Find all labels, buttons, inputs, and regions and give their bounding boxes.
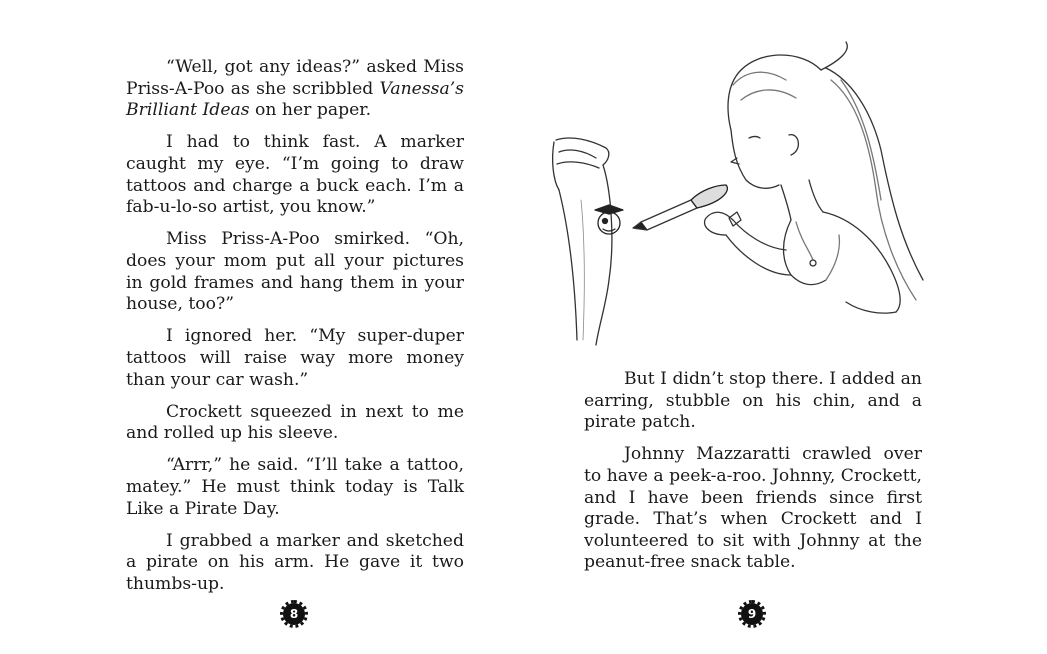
page-number: 8 [283, 603, 305, 625]
right-page-text [584, 369, 922, 585]
left-page-text [126, 57, 464, 606]
paragraph: “Well, got any ideas?” asked Miss Priss-A-Poo as she scribbled Vanessa’s Brilliant Ideas on her paper. [126, 57, 464, 121]
paragraph: I ignored her. “My super-duper tattoos will raise way more money than your car wash.” [126, 326, 464, 390]
page-number: 9 [741, 603, 763, 625]
paragraph: Crockett squeezed in next to me and rolled up his sleeve. [126, 401, 464, 444]
paragraph: I had to think fast. A marker caught my eye. “I’m going to draw tattoos and charge a buck each. I’m a fab-u-lo-so artist, you know.” [126, 132, 464, 218]
left-page [0, 0, 523, 654]
paragraph: But I didn’t stop there. I added an earring, stubble on his chin, and a pirate patch. [584, 369, 922, 433]
paragraph: “Arrr,” he said. “I’ll take a tattoo, matey.” He must think today is Talk Like a Pirate Day. [126, 455, 464, 519]
italic-title: Vanessa’s Brilliant Ideas [126, 78, 464, 121]
paragraph: Johnny Mazzaratti crawled over to have a peek-a-roo. Johnny, Crockett, and I have been friends since first grade. That’s when Crockett and I volunteered to sit with Johnny at the peanut-free snack table. [584, 444, 922, 573]
right-page [523, 0, 1047, 654]
paragraph: Miss Priss-A-Poo smirked. “Oh, does your mom put all your pictures in gold frames and hang them in your house, too?” [126, 229, 464, 315]
paragraph: I grabbed a marker and sketched a pirate on his arm. He gave it two thumbs-up. [126, 530, 464, 595]
girl-drawing-tattoo-illustration [551, 40, 946, 360]
pirate-tattoo [595, 205, 623, 234]
